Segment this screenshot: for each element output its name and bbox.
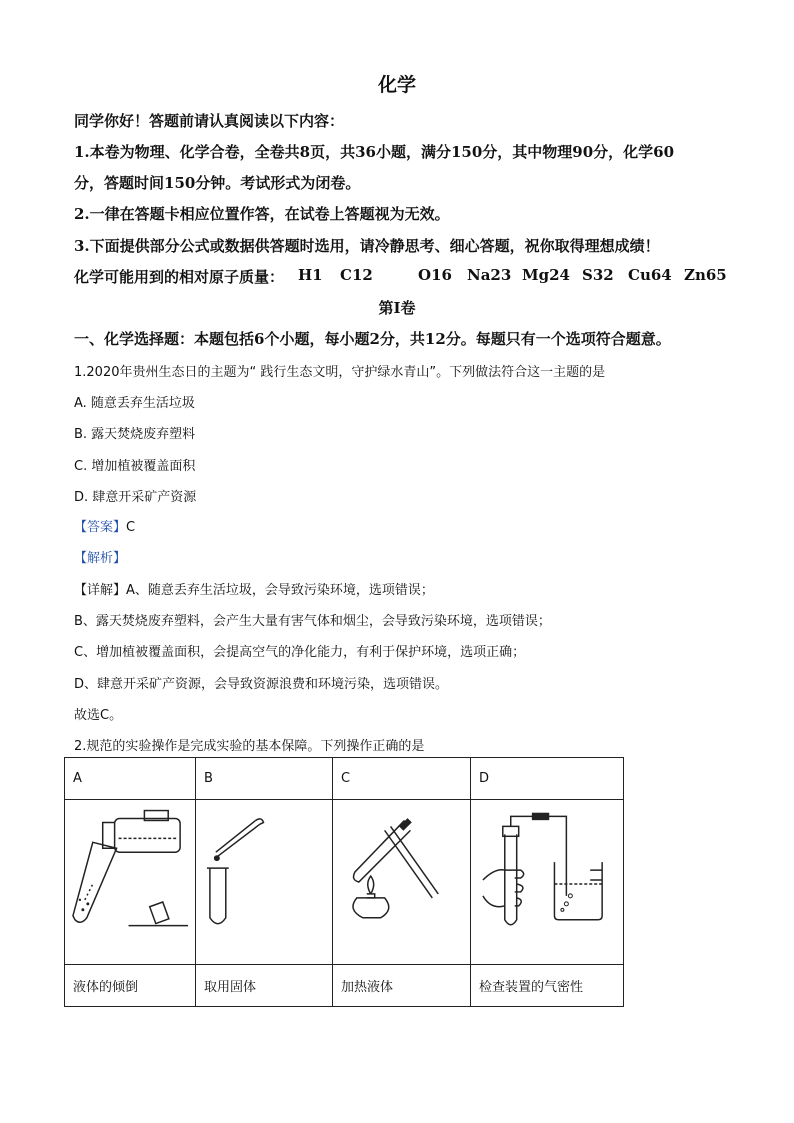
volume-heading: 第Ⅰ卷: [378, 299, 416, 317]
q2-caption-b: 取用固体: [196, 965, 333, 1007]
rule-1-line-1: 1.本卷为物理、化学合卷，全卷共8页，共36小题，满分150分，其中物理90分，化学60: [74, 143, 675, 161]
q2-header-c: C: [333, 758, 471, 800]
mass-mg: Mg24: [522, 266, 570, 284]
q1-conclusion: 故选C。: [74, 708, 123, 723]
q2-image-cell-b: [196, 800, 333, 965]
atomic-masses-line: [74, 266, 727, 286]
section-1-heading: 一、化学选择题：本题包括6个小题，每小题2分，共12分。每题只有一个选项符合题意。: [74, 330, 671, 348]
mass-c: C12: [340, 266, 373, 284]
q1-answer: [74, 516, 135, 535]
q2-header-d: D: [471, 758, 624, 800]
q2-caption-a: 液体的倾倒: [65, 965, 196, 1007]
q1-detail-a: [74, 579, 434, 598]
analysis-tag: 【解析】: [74, 551, 127, 566]
mass-zn: Zn65: [684, 266, 727, 284]
q2-caption-c: 加热液体: [333, 965, 471, 1007]
atomic-masses-label: 化学可能用到的相对原子质量：: [74, 268, 285, 286]
q1-detail-b: B、露天焚烧废弃塑料，会产生大量有害气体和烟尘，会导致污染环境，选项错误；: [74, 614, 551, 629]
q1-option-d: D. 肆意开采矿产资源: [74, 490, 197, 505]
mass-cu: Cu64: [628, 266, 672, 284]
q2-header-a: A: [65, 758, 196, 800]
q1-option-a: A. 随意丢弃生活垃圾: [74, 396, 195, 411]
q1-option-c: C. 增加植被覆盖面积: [74, 459, 196, 474]
q2-image-cell-c: [333, 800, 471, 965]
q2-stem: 2.规范的实验操作是完成实验的基本保障。下列操作正确的是: [74, 739, 425, 754]
q2-options-table: [64, 757, 624, 1007]
detail-a-text: A、随意丢弃生活垃圾，会导致污染环境，选项错误；: [126, 583, 434, 598]
greeting: 同学你好！答题前请认真阅读以下内容：: [74, 112, 345, 130]
mass-h: H1: [298, 266, 323, 284]
q1-detail-c: C、增加植被覆盖面积，会提高空气的净化能力，有利于保护环境，选项正确；: [74, 645, 526, 660]
q1-detail-d: D、肆意开采矿产资源，会导致资源浪费和环境污染，选项错误。: [74, 677, 449, 692]
airtightness-check-illustration: [471, 800, 623, 964]
q2-caption-d: 检查装置的气密性: [471, 965, 624, 1007]
pouring-liquid-illustration: [65, 800, 195, 964]
q1-stem: 1.2020年贵州生态日的主题为“ 践行生态文明，守护绿水青山”。下列做法符合这一主题的是: [74, 365, 606, 380]
rule-2: 2.一律在答题卡相应位置作答，在试卷上答题视为无效。: [74, 205, 450, 223]
taking-solid-illustration: [196, 800, 332, 964]
q2-image-cell-d: [471, 800, 624, 965]
detail-tag: 【详解】: [74, 583, 127, 598]
rule-3: 3.下面提供部分公式或数据供答题时选用，请冷静思考、细心答题，祝你取得理想成绩！: [74, 237, 660, 255]
answer-value: C: [126, 520, 136, 535]
mass-s: S32: [582, 266, 614, 284]
rule-1-line-2: 分，答题时间150分钟。考试形式为闭卷。: [74, 174, 361, 192]
answer-tag: 【答案】: [74, 520, 127, 535]
mass-na: Na23: [467, 266, 512, 284]
mass-o: O16: [418, 266, 452, 284]
q1-option-b: B. 露天焚烧废弃塑料: [74, 427, 196, 442]
q2-image-cell-a: [65, 800, 196, 965]
q2-header-b: B: [196, 758, 333, 800]
heating-liquid-illustration: [333, 800, 470, 964]
page-title: 化学: [377, 74, 416, 96]
